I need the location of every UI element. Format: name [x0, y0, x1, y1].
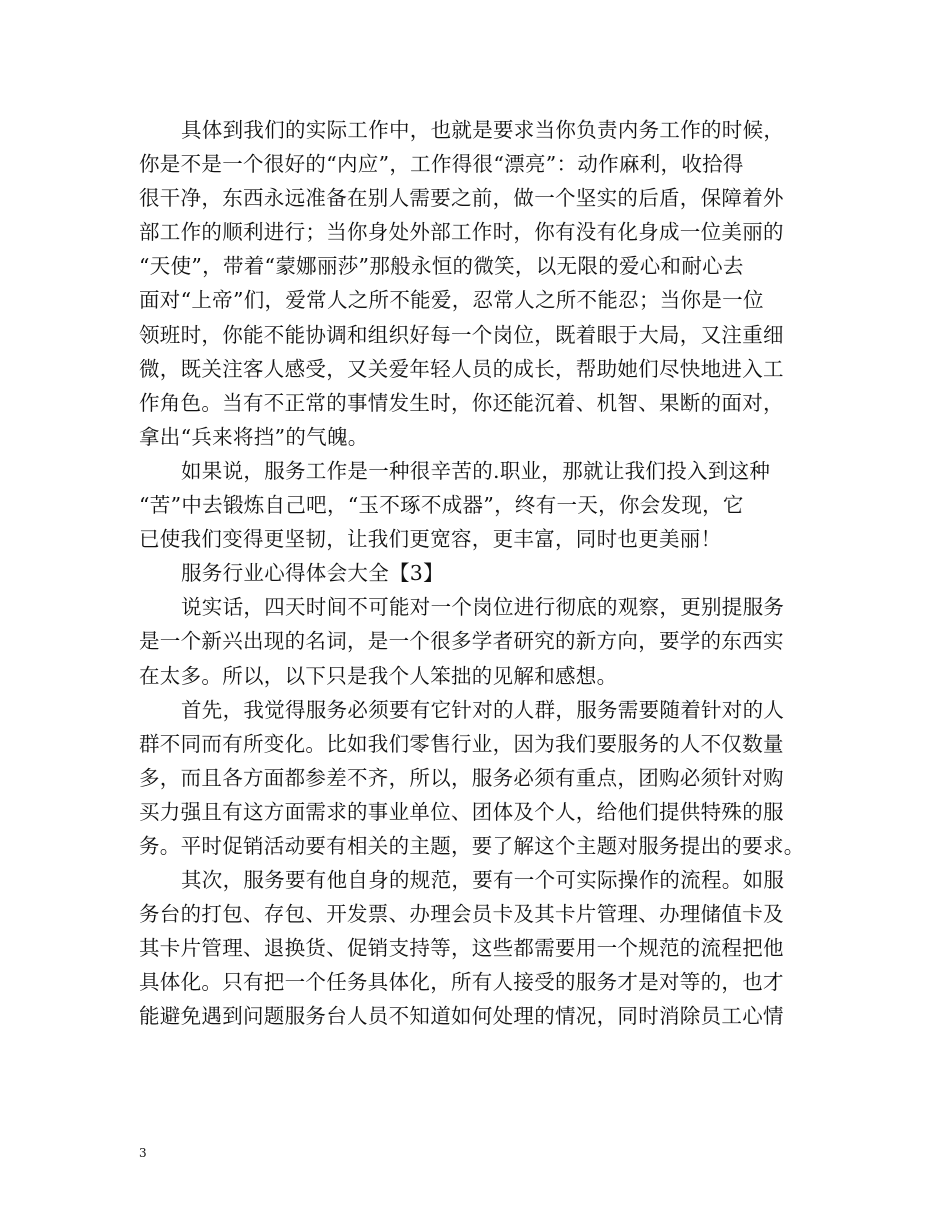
page-number: 3 [139, 1146, 147, 1160]
text-line: 其卡片管理、退换货、促销支持等，这些都需要用一个规范的流程把他 [139, 936, 784, 961]
text-line: 能避免遇到问题服务台人员不知道如何处理的情况，同时消除员工心情 [139, 1004, 784, 1029]
text-line: 服务行业心得体会大全【3】 [181, 561, 444, 586]
text-line: “苦”中去锻炼自己吧，“玉不琢不成器”，终有一天，你会发现，它 [139, 493, 744, 518]
text-line: 面对“上帝”们，爱常人之所不能爱，忍常人之所不能忍；当你是一位 [139, 288, 764, 313]
text-line: 其次，服务要有他自身的规范，要有一个可实际操作的流程。如服 [181, 868, 785, 893]
text-line: 作角色。当有不正常的事情发生时，你还能沉着、机智、果断的面对， [139, 390, 784, 415]
text-line: 你是不是一个很好的“内应”，工作得很“漂亮”：动作麻利，收拾得 [139, 152, 744, 177]
text-line: 很干净，东西永远准备在别人需要之前，做一个坚实的后盾，保障着外 [139, 186, 784, 211]
body-text [139, 113, 819, 1034]
text-line: 在太多。所以，以下只是我个人笨拙的见解和感想。 [139, 663, 618, 688]
text-line: 领班时，你能不能协调和组织好每一个岗位，既着眼于大局，又注重细 [139, 322, 784, 347]
text-line: 具体到我们的实际工作中，也就是要求当你负责内务工作的时候， [181, 118, 785, 142]
text-line: 多，而且各方面都参差不齐，所以，服务必须有重点，团购必须针对购 [139, 765, 784, 790]
text-line: “天使”，带着“蒙娜丽莎”那般永恒的微笑，以无限的爱心和耐心去 [139, 254, 744, 279]
text-line: 务。平时促销活动要有相关的主题，要了解这个主题对服务提出的要求。 [139, 833, 805, 858]
text-line: 首先，我觉得服务必须要有它针对的人群，服务需要随着针对的人 [181, 697, 785, 722]
text-line: 微，既关注客人感受，又关爱年轻人员的成长，帮助她们尽快地进入工 [139, 356, 784, 381]
text-line: 务台的打包、存包、开发票、办理会员卡及其卡片管理、办理储值卡及 [139, 902, 784, 927]
text-line: 如果说，服务工作是一种很辛苦的.职业，那就让我们投入到这种 [181, 458, 771, 483]
text-line: 部工作的顺利进行；当你身处外部工作时，你有没有化身成一位美丽的 [139, 220, 784, 245]
text-line: 说实话，四天时间不可能对一个岗位进行彻底的观察，更别提服务 [181, 595, 785, 620]
text-line: 已使我们变得更坚韧，让我们更宽容，更丰富，同时也更美丽！ [139, 527, 722, 552]
text-line: 群不同而有所变化。比如我们零售行业，因为我们要服务的人不仅数量 [139, 731, 784, 756]
text-line: 是一个新兴出现的名词，是一个很多学者研究的新方向，要学的东西实 [139, 629, 784, 654]
text-line: 具体化。只有把一个任务具体化，所有人接受的服务才是对等的，也才 [139, 970, 784, 995]
text-line: 买力强且有这方面需求的事业单位、团体及个人，给他们提供特殊的服 [139, 799, 784, 824]
text-line: 拿出“兵来将挡”的气魄。 [139, 424, 369, 449]
